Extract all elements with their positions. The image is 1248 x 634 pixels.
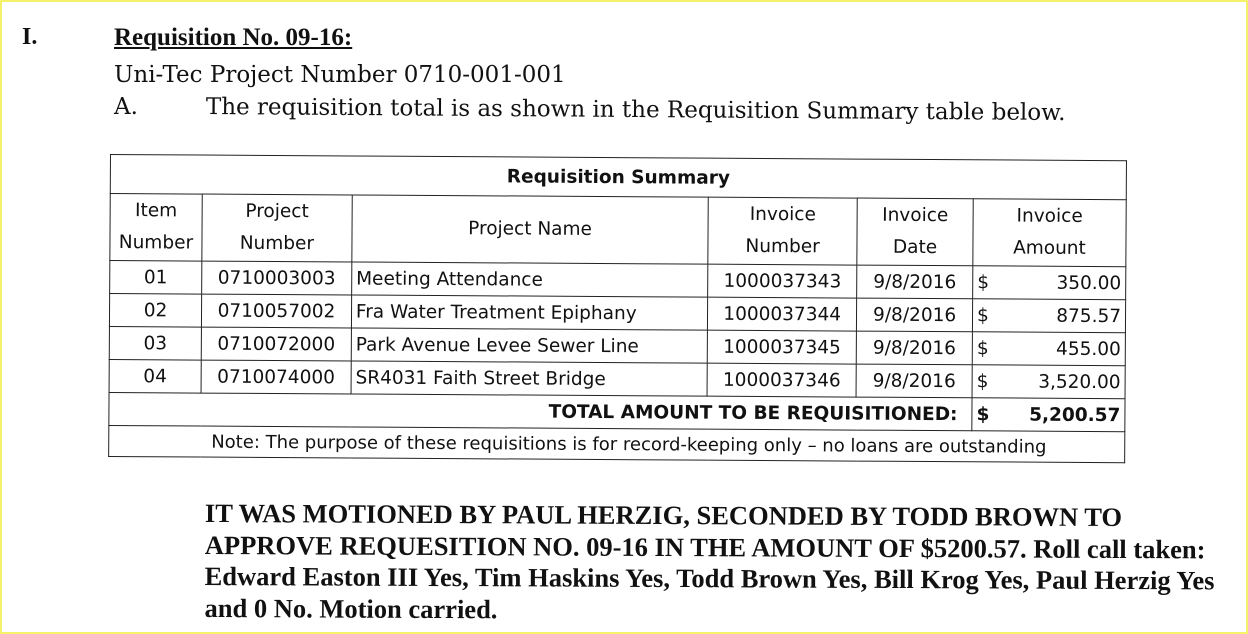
- cell-invoice-number: 1000037343: [708, 264, 857, 298]
- header-invoice-amount: Invoice Amount: [973, 199, 1126, 267]
- cell-project-name: SR4031 Faith Street Bridge: [351, 361, 708, 396]
- cell-invoice-date: 9/8/2016: [856, 331, 972, 365]
- header-item-number: Item Number: [110, 194, 202, 262]
- cell-invoice-date: 9/8/2016: [857, 298, 973, 332]
- total-amount: $ 5,200.57: [972, 398, 1125, 432]
- header-project-number: Project Number: [202, 194, 352, 262]
- header-invoice-date: Invoice Date: [857, 198, 973, 266]
- cell-item: 01: [110, 261, 202, 295]
- table-header-row: [110, 194, 1126, 267]
- section-number: I.: [22, 24, 38, 50]
- table-note: Note: The purpose of these requisitions is for record-keeping only – no loans are outstanding: [109, 425, 1125, 462]
- cell-item: 02: [109, 294, 201, 328]
- section-title: Requisition No. 09-16:: [114, 24, 353, 51]
- cell-project-name: Meeting Attendance: [352, 262, 709, 297]
- note-row: [109, 425, 1125, 462]
- cell-invoice-amount: $ 350.00: [973, 266, 1126, 300]
- cell-invoice-date: 9/8/2016: [856, 364, 972, 398]
- cell-project-number: 0710057002: [201, 294, 351, 328]
- cell-invoice-amount: $ 3,520.00: [972, 365, 1125, 399]
- table-caption: Requisition Summary: [110, 155, 1126, 200]
- cell-project-number: 0710003003: [202, 261, 352, 295]
- cell-project-name: Fra Water Treatment Epiphany: [351, 295, 708, 330]
- cell-invoice-number: 1000037344: [708, 297, 857, 331]
- requisition-summary-table: [108, 154, 1127, 463]
- header-project-name: Project Name: [352, 195, 709, 264]
- total-label: TOTAL AMOUNT TO BE REQUISITIONED:: [109, 392, 972, 430]
- cell-invoice-number: 1000037345: [707, 330, 856, 364]
- cell-project-name: Park Avenue Levee Sewer Line: [351, 328, 708, 363]
- cell-item: 03: [109, 326, 201, 360]
- cell-invoice-amount: $ 455.00: [972, 332, 1125, 366]
- cell-project-number: 0710074000: [201, 360, 351, 394]
- motion-paragraph: IT WAS MOTIONED BY PAUL HERZIG, SECONDED BY TODD BROWN TO APPROVE REQUESITION NO. 09-16 IN THE AMOUNT OF $5200.57. Roll call taken: Edward Easton III Yes, Tim Haskins Yes, Todd Brown Yes, Bill Krog Yes, Paul Herzig Yes and 0 No. Motion carried.: [204, 498, 1215, 624]
- cell-invoice-number: 1000037346: [707, 363, 856, 397]
- project-number-line: Uni-Tec Project Number 0710-001-001: [114, 62, 566, 88]
- cell-invoice-amount: $ 875.57: [972, 299, 1125, 333]
- cell-invoice-date: 9/8/2016: [857, 265, 973, 299]
- subsection-letter: A.: [114, 94, 138, 120]
- subsection-text: The requisition total is as shown in the Requisition Summary table below.: [205, 94, 1066, 127]
- cell-item: 04: [109, 359, 201, 393]
- cell-project-number: 0710072000: [201, 327, 351, 361]
- header-invoice-number: Invoice Number: [708, 197, 857, 265]
